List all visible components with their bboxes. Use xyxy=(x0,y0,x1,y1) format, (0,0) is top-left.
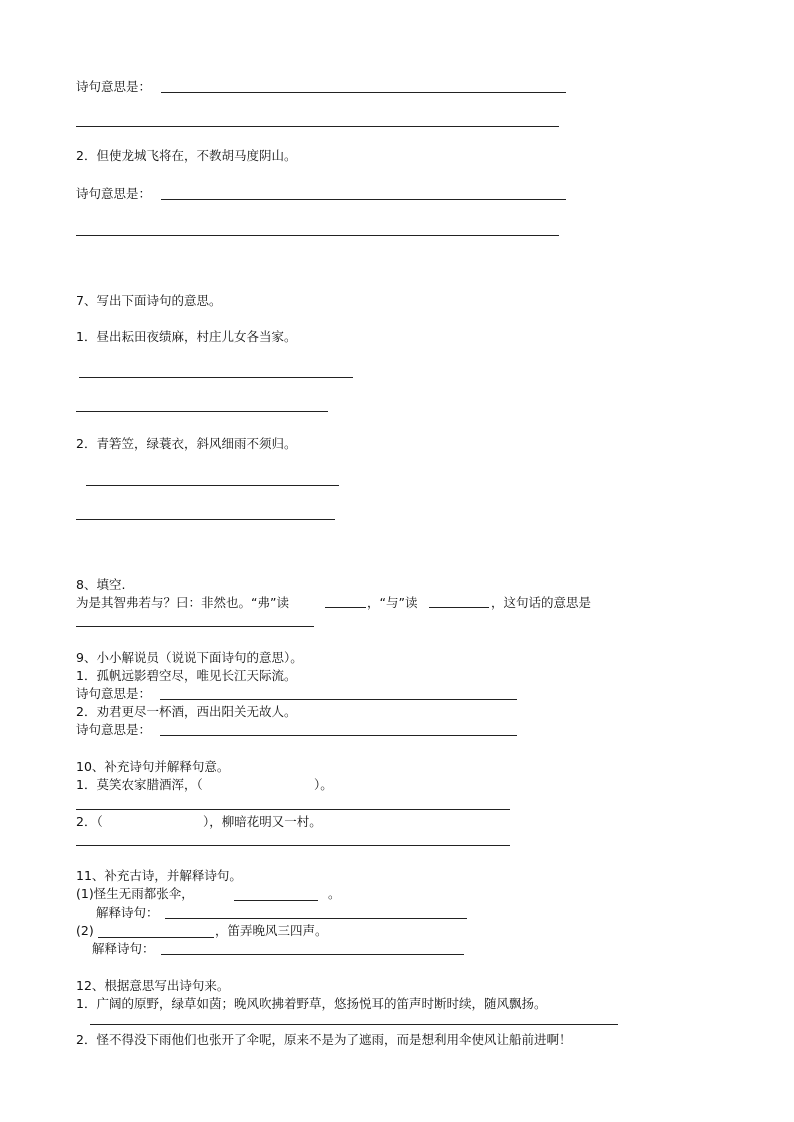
answer-line[interactable] xyxy=(76,809,510,810)
blank-line[interactable] xyxy=(325,607,366,608)
fill-text-b: ，“与”读 xyxy=(367,595,418,610)
section-title: 12、根据意思写出诗句来。 xyxy=(76,978,230,993)
question-text-b: ）。 xyxy=(314,777,333,792)
question-text: 2．劝君更尽一杯酒，西出阳关无故人。 xyxy=(76,704,297,719)
question-text-a: 2．（ xyxy=(76,814,103,829)
blank-line[interactable] xyxy=(429,607,489,608)
explain-label: 解释诗句： xyxy=(92,941,155,956)
blank-line[interactable] xyxy=(234,900,318,901)
meaning-label: 诗句意思是： xyxy=(76,79,152,94)
question-text-b: 。 xyxy=(328,886,341,901)
section-title: 8、填空. xyxy=(76,577,126,592)
answer-line[interactable] xyxy=(165,918,467,919)
meaning-label: 诗句意思是： xyxy=(76,686,152,701)
section-title: 7、写出下面诗句的意思。 xyxy=(76,293,222,308)
answer-line[interactable] xyxy=(161,199,566,200)
answer-line[interactable] xyxy=(161,92,566,93)
answer-line[interactable] xyxy=(76,235,559,236)
question-text: 2．怪不得没下雨他们也张开了伞呢，原来不是为了遮雨，而是想利用伞使风让船前进啊！ xyxy=(76,1032,572,1047)
answer-line[interactable] xyxy=(76,411,328,412)
question-text-a: 1．莫笑农家腊酒浑，（ xyxy=(76,777,203,792)
blank-line[interactable] xyxy=(98,937,214,938)
meaning-label: 诗句意思是： xyxy=(76,186,152,201)
fill-text-c: ，这句话的意思是 xyxy=(491,595,592,610)
question-text: 2．青箬笠，绿蓑衣，斜风细雨不须归。 xyxy=(76,436,297,451)
answer-line[interactable] xyxy=(79,377,353,378)
answer-line[interactable] xyxy=(160,735,517,736)
answer-line[interactable] xyxy=(86,485,339,486)
question-text-b: ，笛弄晚风三四声。 xyxy=(215,923,328,938)
question-text: 1．孤帆远影碧空尽，唯见长江天际流。 xyxy=(76,668,297,683)
answer-line[interactable] xyxy=(76,626,314,627)
answer-line[interactable] xyxy=(161,954,464,955)
answer-line[interactable] xyxy=(90,1024,618,1025)
question-text-a: (1)怪生无雨都张伞， xyxy=(76,886,194,901)
answer-line[interactable] xyxy=(160,699,517,700)
answer-line[interactable] xyxy=(76,519,335,520)
question-text-a: (2) xyxy=(76,923,94,938)
question-text-b: ），柳暗花明又一村。 xyxy=(203,814,322,829)
fill-text-a: 为是其智弗若与？曰：非然也。“弗”读 xyxy=(76,595,289,610)
question-text: 2．但使龙城飞将在，不教胡马度阴山。 xyxy=(76,148,297,163)
answer-line[interactable] xyxy=(76,126,559,127)
section-title: 11、补充古诗，并解释诗句。 xyxy=(76,868,242,883)
question-text: 1．昼出耘田夜绩麻，村庄儿女各当家。 xyxy=(76,329,297,344)
meaning-label: 诗句意思是： xyxy=(76,722,152,737)
question-text: 1．广阔的原野，绿草如茵；晚风吹拂着野草，悠扬悦耳的笛声时断时续，随风飘扬。 xyxy=(76,996,547,1011)
section-title: 9、小小解说员（说说下面诗句的意思）。 xyxy=(76,650,303,665)
explain-label: 解释诗句： xyxy=(96,905,159,920)
section-title: 10、补充诗句并解释句意。 xyxy=(76,759,230,774)
answer-line[interactable] xyxy=(76,845,510,846)
